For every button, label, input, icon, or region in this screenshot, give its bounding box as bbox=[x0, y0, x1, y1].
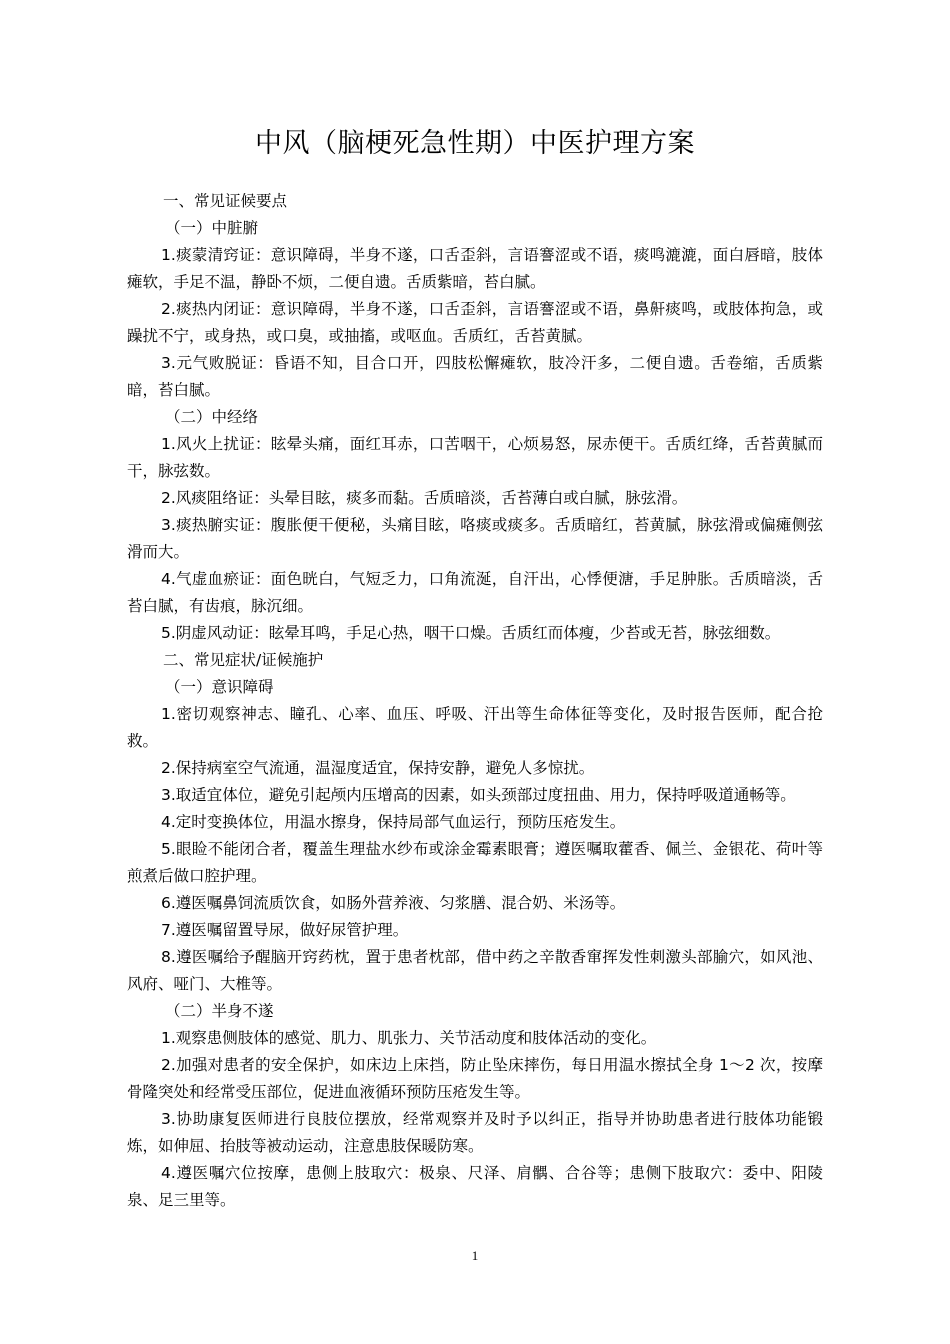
paragraph: 1.观察患侧肢体的感觉、肌力、肌张力、关节活动度和肢体活动的变化。 bbox=[161, 1029, 657, 1047]
paragraph: 1.痰蒙清窍证：意识障碍，半身不遂，口舌歪斜，言语謇涩或不语，痰鸣漉漉，面白唇暗，肢体瘫软，手足不温，静卧不烦，二便自遗。舌质紫暗，苔白腻。 bbox=[127, 246, 823, 291]
paragraph: 5.阴虚风动证：眩晕耳鸣，手足心热，咽干口燥。舌质红而体瘦，少苔或无苔，脉弦细数。 bbox=[161, 624, 781, 642]
section-heading: 一、常见证候要点 bbox=[163, 192, 288, 210]
paragraph: 3.协助康复医师进行良肢位摆放，经常观察并及时予以纠正，指导并协助患者进行肢体功能锻炼，如伸屈、抬肢等被动运动，注意患肢保暖防寒。 bbox=[127, 1110, 823, 1155]
subsection-heading: （二）半身不遂 bbox=[165, 1002, 274, 1020]
paragraph: 3.痰热腑实证：腹胀便干便秘，头痛目眩，咯痰或痰多。舌质暗红，苔黄腻，脉弦滑或偏瘫侧弦滑而大。 bbox=[127, 516, 823, 561]
document-title: 中风（脑梗死急性期）中医护理方案 bbox=[255, 128, 695, 159]
document-body bbox=[127, 188, 823, 1214]
subsection-heading: （二）中经络 bbox=[165, 408, 259, 426]
paragraph: 2.加强对患者的安全保护，如床边上床挡，防止坠床摔伤，每日用温水擦拭全身 1～2 次，按摩骨隆突处和经常受压部位，促进血液循环预防压疮发生等。 bbox=[127, 1056, 823, 1101]
paragraph: 3.取适宜体位，避免引起颅内压增高的因素，如头颈部过度扭曲、用力，保持呼吸道通畅等。 bbox=[161, 786, 796, 804]
paragraph: 2.保持病室空气流通，温湿度适宜，保持安静，避免人多惊扰。 bbox=[161, 759, 595, 777]
paragraph: 8.遵医嘱给予醒脑开窍药枕，置于患者枕部，借中药之辛散香窜挥发性刺激头部腧穴，如风池、风府、哑门、大椎等。 bbox=[127, 948, 823, 993]
paragraph: 4.定时变换体位，用温水擦身，保持局部气血运行，预防压疮发生。 bbox=[161, 813, 626, 831]
paragraph: 1.风火上扰证：眩晕头痛，面红耳赤，口苦咽干，心烦易怒，尿赤便干。舌质红绛，舌苔黄腻而干，脉弦数。 bbox=[127, 435, 823, 480]
paragraph: 6.遵医嘱鼻饲流质饮食，如肠外营养液、匀浆膳、混合奶、米汤等。 bbox=[161, 894, 626, 912]
paragraph: 2.痰热内闭证：意识障碍，半身不遂，口舌歪斜，言语謇涩或不语，鼻鼾痰鸣，或肢体拘急，或躁扰不宁，或身热，或口臭，或抽搐，或呕血。舌质红，舌苔黄腻。 bbox=[127, 300, 823, 345]
subsection-heading: （一）中脏腑 bbox=[165, 219, 259, 237]
paragraph: 5.眼睑不能闭合者，覆盖生理盐水纱布或涂金霉素眼膏；遵医嘱取藿香、佩兰、金银花、荷叶等煎煮后做口腔护理。 bbox=[127, 840, 823, 885]
paragraph: 2.风痰阻络证：头晕目眩，痰多而黏。舌质暗淡，舌苔薄白或白腻，脉弦滑。 bbox=[161, 489, 688, 507]
page-number: 1 bbox=[471, 1248, 479, 1263]
section-heading: 二、常见症状/证候施护 bbox=[163, 651, 324, 669]
paragraph: 3.元气败脱证：昏语不知，目合口开，四肢松懈瘫软，肢冷汗多，二便自遗。舌卷缩，舌质紫暗，苔白腻。 bbox=[127, 354, 823, 399]
paragraph: 4.气虚血瘀证：面色晄白，气短乏力，口角流涎，自汗出，心悸便溏，手足肿胀。舌质暗淡，舌苔白腻，有齿痕，脉沉细。 bbox=[127, 570, 823, 615]
subsection-heading: （一）意识障碍 bbox=[165, 678, 274, 696]
paragraph: 1.密切观察神志、瞳孔、心率、血压、呼吸、汗出等生命体征等变化，及时报告医师，配合抢救。 bbox=[127, 705, 823, 750]
paragraph: 4.遵医嘱穴位按摩，患侧上肢取穴：极泉、尺泽、肩髃、合谷等；患侧下肢取穴：委中、阳陵泉、足三里等。 bbox=[127, 1164, 823, 1209]
paragraph: 7.遵医嘱留置导尿，做好尿管护理。 bbox=[161, 921, 409, 939]
